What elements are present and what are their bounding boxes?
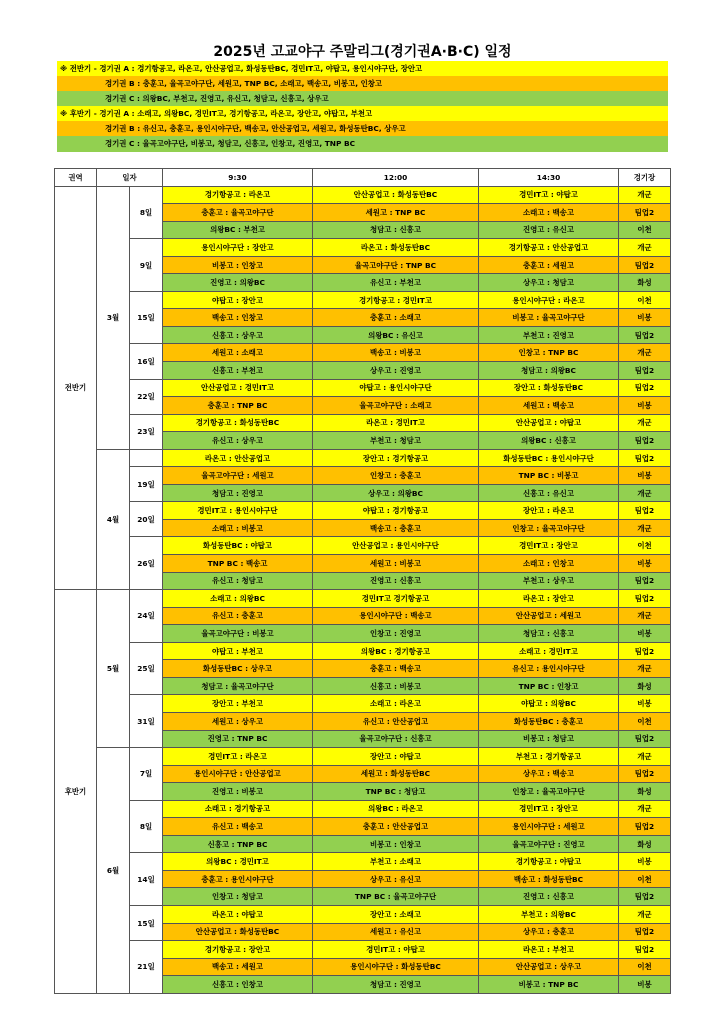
venue-cell: 팀업2 <box>619 923 671 941</box>
game-cell: 진영고 : 의왕BC <box>163 274 313 292</box>
game-cell: TNP BC : 백송고 <box>163 555 313 573</box>
game-cell: 비봉고 : 인창고 <box>163 256 313 274</box>
game-cell: 안산공업고 : 경민IT고 <box>163 379 313 397</box>
game-cell: 신흥고 : 비봉고 <box>313 677 479 695</box>
game-cell: 소래고 : 의왕BC <box>163 590 313 608</box>
game-cell: 부천고 : 진영고 <box>479 326 619 344</box>
game-cell: 의왕BC : 경민IT고 <box>163 853 313 871</box>
table-header-row <box>55 169 671 187</box>
table-row <box>55 449 671 467</box>
game-cell: 율곡고야구단 : 신흥고 <box>313 730 479 748</box>
game-cell: 화성동탄BC : 충훈고 <box>479 712 619 730</box>
month-label: 6월 <box>97 748 130 994</box>
day-label: 8일 <box>130 800 163 853</box>
game-cell: 장안고 : 화성동탄BC <box>479 379 619 397</box>
venue-cell: 개군 <box>619 239 671 257</box>
game-cell: 장안고 : 경기항공고 <box>313 449 479 467</box>
game-cell: 안산공업고 : 야탑고 <box>479 414 619 432</box>
table-row <box>55 748 671 766</box>
game-cell: 비봉고 : 인창고 <box>313 835 479 853</box>
venue-cell: 비봉 <box>619 625 671 643</box>
month-label: 3월 <box>97 186 130 449</box>
header-time-1430: 14:30 <box>479 169 619 187</box>
header-time-930: 9:30 <box>163 169 313 187</box>
game-cell: 비봉고 : 율곡고야구단 <box>479 309 619 327</box>
game-cell: 용인시야구단 : 안산공업고 <box>163 765 313 783</box>
table-row <box>55 502 671 520</box>
game-cell: 장안고 : 야탑고 <box>313 748 479 766</box>
table-row <box>55 941 671 959</box>
venue-cell: 팀업2 <box>619 730 671 748</box>
game-cell: 충훈고 : 율곡고야구단 <box>163 204 313 222</box>
game-cell: 라온고 : 장안고 <box>479 590 619 608</box>
game-cell: 경민IT고 : 야탑고 <box>479 186 619 204</box>
game-cell: 인창고 : 율곡고야구단 <box>479 783 619 801</box>
venue-cell: 화성 <box>619 274 671 292</box>
game-cell: 경기항공고 : 야탑고 <box>479 853 619 871</box>
day-label: 25일 <box>130 642 163 695</box>
venue-cell: 개군 <box>619 905 671 923</box>
game-cell: 충훈고 : 용인시야구단 <box>163 870 313 888</box>
game-cell: 인창고 : TNP BC <box>479 344 619 362</box>
venue-cell: 팀업2 <box>619 362 671 380</box>
game-cell: 소래고 : 라온고 <box>313 695 479 713</box>
game-cell: 라온고 : 부천고 <box>479 941 619 959</box>
game-cell: 진영고 : TNP BC <box>163 730 313 748</box>
game-cell: 의왕BC : 신흥고 <box>479 432 619 450</box>
game-cell: 라온고 : 안산공업고 <box>163 449 313 467</box>
table-row <box>55 414 671 432</box>
venue-cell: 비봉 <box>619 555 671 573</box>
game-cell: 진영고 : 비봉고 <box>163 783 313 801</box>
venue-cell: 팀업2 <box>619 432 671 450</box>
venue-cell: 개군 <box>619 607 671 625</box>
venue-cell: 팀업2 <box>619 590 671 608</box>
day-label: 15일 <box>130 905 163 940</box>
day-label: 8일 <box>130 186 163 239</box>
game-cell: 화성동탄BC : 용인시야구단 <box>479 449 619 467</box>
game-cell: 경기항공고 : 장안고 <box>163 941 313 959</box>
game-cell: 신흥고 : 부천고 <box>163 362 313 380</box>
venue-cell: 비봉 <box>619 397 671 415</box>
game-cell: TNP BC : 율곡고야구단 <box>313 888 479 906</box>
game-cell: 안산공업고 : 화성동탄BC <box>313 186 479 204</box>
game-cell: 소래고 : 백송고 <box>479 204 619 222</box>
game-cell: 비봉고 : TNP BC <box>479 976 619 994</box>
game-cell: 야탑고 : 부천고 <box>163 642 313 660</box>
game-cell: 비봉고 : 청담고 <box>479 730 619 748</box>
game-cell: 경민IT고 경기항공고 <box>313 590 479 608</box>
game-cell: 백송고 : 인창고 <box>163 309 313 327</box>
game-cell: 청담고 : 신흥고 <box>479 625 619 643</box>
table-row <box>55 642 671 660</box>
half-label: 후반기 <box>55 590 97 994</box>
venue-cell: 화성 <box>619 783 671 801</box>
game-cell: 부천고 : 소래고 <box>313 853 479 871</box>
game-cell: 소래고 : 경민IT고 <box>479 642 619 660</box>
game-cell: 신흥고 : 상우고 <box>163 326 313 344</box>
game-cell: 세원고 : 비봉고 <box>313 555 479 573</box>
day-label: 7일 <box>130 748 163 801</box>
game-cell: 경민IT고 : 용인시야구단 <box>163 502 313 520</box>
game-cell: 상우고 : 유신고 <box>313 870 479 888</box>
game-cell: 소래고 : 경기항공고 <box>163 800 313 818</box>
table-row <box>55 467 671 485</box>
game-cell: 율곡고야구단 : 세원고 <box>163 467 313 485</box>
day-label: 23일 <box>130 414 163 449</box>
game-cell: 인창고 : 청담고 <box>163 888 313 906</box>
game-cell: 백송고 : 비봉고 <box>313 344 479 362</box>
game-cell: TNP BC : 인창고 <box>479 677 619 695</box>
game-cell: 라온고 : 야탑고 <box>163 905 313 923</box>
game-cell: 안산공업고 : 화성동탄BC <box>163 923 313 941</box>
day-label: 31일 <box>130 695 163 748</box>
venue-cell: 팀업2 <box>619 204 671 222</box>
game-cell: 세원고 : 백송고 <box>479 397 619 415</box>
game-cell: 안산공업고 : 상우고 <box>479 958 619 976</box>
game-cell: 경기항공고 : 라온고 <box>163 186 313 204</box>
game-cell: 용인시야구단 : 세원고 <box>479 818 619 836</box>
game-cell: 용인시야구단 : 화성동탄BC <box>313 958 479 976</box>
game-cell: 안산공업고 : 세원고 <box>479 607 619 625</box>
game-cell: 신흥고 : TNP BC <box>163 835 313 853</box>
game-cell: 세원고 : TNP BC <box>313 204 479 222</box>
game-cell: 경민IT고 : 라온고 <box>163 748 313 766</box>
game-cell: 부천고 : 경기항공고 <box>479 748 619 766</box>
venue-cell: 팀업2 <box>619 765 671 783</box>
game-cell: 진영고 : 유신고 <box>479 221 619 239</box>
game-cell: 율곡고야구단 : TNP BC <box>313 256 479 274</box>
day-label: 26일 <box>130 537 163 590</box>
table-row <box>55 590 671 608</box>
venue-cell: 비봉 <box>619 853 671 871</box>
game-cell: 경기항공고 : 경민IT고 <box>313 291 479 309</box>
game-cell: 화성동탄BC : 야탑고 <box>163 537 313 555</box>
game-cell: 경기항공고 : 화성동탄BC <box>163 414 313 432</box>
venue-cell: 팀업2 <box>619 642 671 660</box>
game-cell: 경민IT고 : 장안고 <box>479 537 619 555</box>
table-row <box>55 379 671 397</box>
game-cell: 충훈고 : TNP BC <box>163 397 313 415</box>
venue-cell: 개군 <box>619 414 671 432</box>
venue-cell: 비봉 <box>619 309 671 327</box>
day-label: 15일 <box>130 291 163 344</box>
venue-cell: 이천 <box>619 291 671 309</box>
day-label: 21일 <box>130 941 163 994</box>
venue-cell: 비봉 <box>619 976 671 994</box>
game-cell: 인창고 : 율곡고야구단 <box>479 519 619 537</box>
venue-cell: 팀업2 <box>619 256 671 274</box>
game-cell: 충훈고 : 백송고 <box>313 660 479 678</box>
table-row <box>55 853 671 871</box>
game-cell: 장안고 : 소래고 <box>313 905 479 923</box>
day-label: 19일 <box>130 467 163 502</box>
game-cell: 상우고 : 충훈고 <box>479 923 619 941</box>
game-cell: 부천고 : 상우고 <box>479 572 619 590</box>
month-label: 5월 <box>97 590 130 748</box>
game-cell: 안산공업고 : 용인시야구단 <box>313 537 479 555</box>
game-cell: 청담고 : 진영고 <box>313 976 479 994</box>
game-cell: 청담고 : 신흥고 <box>313 221 479 239</box>
game-cell: 의왕BC : 부천고 <box>163 221 313 239</box>
game-cell: 유신고 : 백송고 <box>163 818 313 836</box>
game-cell: 유신고 : 충훈고 <box>163 607 313 625</box>
venue-cell: 비봉 <box>619 695 671 713</box>
game-cell: 장안고 : 부천고 <box>163 695 313 713</box>
venue-cell: 이천 <box>619 712 671 730</box>
game-cell: 충훈고 : 세원고 <box>479 256 619 274</box>
venue-cell: 팀업2 <box>619 379 671 397</box>
game-cell: 용인시야구단 : 장안고 <box>163 239 313 257</box>
venue-cell: 개군 <box>619 660 671 678</box>
game-cell: 경기항공고 : 안산공업고 <box>479 239 619 257</box>
game-cell: 유신고 : 용인시야구단 <box>479 660 619 678</box>
game-cell: 충훈고 : 소래고 <box>313 309 479 327</box>
game-cell: 유신고 : 청담고 <box>163 572 313 590</box>
game-cell: 부천고 : 의왕BC <box>479 905 619 923</box>
game-cell: 용인시야구단 : 라온고 <box>479 291 619 309</box>
game-cell: 청담고 : 의왕BC <box>479 362 619 380</box>
venue-cell: 팀업2 <box>619 572 671 590</box>
venue-cell: 팀업2 <box>619 818 671 836</box>
game-cell: 소래고 : 인창고 <box>479 555 619 573</box>
game-cell: 백송고 : 충훈고 <box>313 519 479 537</box>
game-cell: 유신고 : 부천고 <box>313 274 479 292</box>
day-label: 16일 <box>130 344 163 379</box>
header-date: 일자 <box>97 169 163 187</box>
game-cell: 진영고 : 신흥고 <box>479 888 619 906</box>
schedule-table <box>54 168 671 994</box>
venue-cell: 이천 <box>619 958 671 976</box>
game-cell: 경민IT고 : 장안고 <box>479 800 619 818</box>
day-label: 22일 <box>130 379 163 414</box>
game-cell: 유신고 : 안산공업고 <box>313 712 479 730</box>
game-cell: 상우고 : 진영고 <box>313 362 479 380</box>
venue-cell: 이천 <box>619 870 671 888</box>
game-cell: 부천고 : 청담고 <box>313 432 479 450</box>
venue-cell: 화성 <box>619 835 671 853</box>
game-cell: 화성동탄BC : 상우고 <box>163 660 313 678</box>
game-cell: 율곡고야구단 : 진영고 <box>479 835 619 853</box>
header-time-1200: 12:00 <box>313 169 479 187</box>
header-venue: 경기장 <box>619 169 671 187</box>
game-cell: 유신고 : 상우고 <box>163 432 313 450</box>
venue-cell: 화성 <box>619 677 671 695</box>
month-label: 4월 <box>97 449 130 589</box>
game-cell: 의왕BC : 유신고 <box>313 326 479 344</box>
legend-row: 경기권 B : 유신고, 충훈고, 용인시야구단, 백송고, 안산공업고, 세원고, 화성동탄BC, 상우고 <box>57 121 668 136</box>
venue-cell: 팀업2 <box>619 502 671 520</box>
game-cell: 상우고 : 백송고 <box>479 765 619 783</box>
table-row <box>55 344 671 362</box>
game-cell: 백송고 : 화성동탄BC <box>479 870 619 888</box>
venue-cell: 개군 <box>619 344 671 362</box>
game-cell: 청담고 : 진영고 <box>163 484 313 502</box>
legend-row: ※ 후반기 - 경기권 A : 소래고, 의왕BC, 경민IT고, 경기항공고, 라온고, 장안고, 야탑고, 부천고 <box>57 106 668 121</box>
venue-cell: 이천 <box>619 221 671 239</box>
game-cell: 경민IT고 : 야탑고 <box>313 941 479 959</box>
game-cell: 신흥고 : 인창고 <box>163 976 313 994</box>
page-title: 2025년 고교야구 주말리그(경기권A·B·C) 일정 <box>213 44 512 60</box>
venue-cell: 비봉 <box>619 467 671 485</box>
game-cell: 인창고 : 진영고 <box>313 625 479 643</box>
table-row <box>55 239 671 257</box>
game-cell: 백송고 : 세원고 <box>163 958 313 976</box>
venue-cell: 팀업2 <box>619 888 671 906</box>
day-label: 9일 <box>130 239 163 292</box>
game-cell: 세원고 : 소래고 <box>163 344 313 362</box>
venue-cell: 개군 <box>619 519 671 537</box>
day-label <box>130 449 163 467</box>
game-cell: 야탑고 : 용인시야구단 <box>313 379 479 397</box>
venue-cell: 팀업2 <box>619 449 671 467</box>
game-cell: 세원고 : 화성동탄BC <box>313 765 479 783</box>
game-cell: 충훈고 : 안산공업고 <box>313 818 479 836</box>
legend-row: 경기권 C : 율곡고야구단, 비봉고, 청담고, 신흥고, 인창고, 진영고, TNP BC <box>57 136 668 151</box>
game-cell: 율곡고야구단 : 소래고 <box>313 397 479 415</box>
game-cell: TNP BC : 비봉고 <box>479 467 619 485</box>
game-cell: 용인시야구단 : 백송고 <box>313 607 479 625</box>
game-cell: 장안고 : 라온고 <box>479 502 619 520</box>
game-cell: 의왕BC : 라온고 <box>313 800 479 818</box>
game-cell: 소래고 : 비봉고 <box>163 519 313 537</box>
game-cell: 상우고 : 청담고 <box>479 274 619 292</box>
game-cell: 세원고 : 상우고 <box>163 712 313 730</box>
venue-cell: 팀업2 <box>619 326 671 344</box>
game-cell: 야탑고 : 장안고 <box>163 291 313 309</box>
game-cell: 인창고 : 충훈고 <box>313 467 479 485</box>
day-label: 24일 <box>130 590 163 643</box>
legend-row: ※ 전반기 - 경기권 A : 경기항공고, 라온고, 안산공업고, 화성동탄BC, 경민IT고, 야탑고, 용인시야구단, 장안고 <box>57 61 668 76</box>
game-cell: 의왕BC : 경기항공고 <box>313 642 479 660</box>
venue-cell: 이천 <box>619 537 671 555</box>
league-group-legend <box>57 61 668 152</box>
game-cell: TNP BC : 청담고 <box>313 783 479 801</box>
game-cell: 라온고 : 경민IT고 <box>313 414 479 432</box>
header-region: 권역 <box>55 169 97 187</box>
venue-cell: 개군 <box>619 484 671 502</box>
table-row <box>55 695 671 713</box>
table-row <box>55 905 671 923</box>
legend-row: 경기권 B : 충훈고, 율곡고야구단, 세원고, TNP BC, 소래고, 백송고, 비봉고, 인창고 <box>57 76 668 91</box>
legend-row: 경기권 C : 의왕BC, 부천고, 진영고, 유신고, 청담고, 신흥고, 상우고 <box>57 91 668 106</box>
game-cell: 상우고 : 의왕BC <box>313 484 479 502</box>
game-cell: 율곡고야구단 : 비봉고 <box>163 625 313 643</box>
table-row <box>55 800 671 818</box>
venue-cell: 개군 <box>619 186 671 204</box>
venue-cell: 개군 <box>619 748 671 766</box>
day-label: 14일 <box>130 853 163 906</box>
game-cell: 진영고 : 신흥고 <box>313 572 479 590</box>
table-row <box>55 537 671 555</box>
game-cell: 라온고 : 화성동탄BC <box>313 239 479 257</box>
venue-cell: 팀업2 <box>619 941 671 959</box>
table-row <box>55 291 671 309</box>
game-cell: 야탑고 : 경기항공고 <box>313 502 479 520</box>
half-label: 전반기 <box>55 186 97 590</box>
venue-cell: 개군 <box>619 800 671 818</box>
day-label: 20일 <box>130 502 163 537</box>
game-cell: 야탑고 : 의왕BC <box>479 695 619 713</box>
table-row <box>55 186 671 204</box>
game-cell: 신흥고 : 유신고 <box>479 484 619 502</box>
game-cell: 청담고 : 율곡고야구단 <box>163 677 313 695</box>
game-cell: 세원고 : 유신고 <box>313 923 479 941</box>
